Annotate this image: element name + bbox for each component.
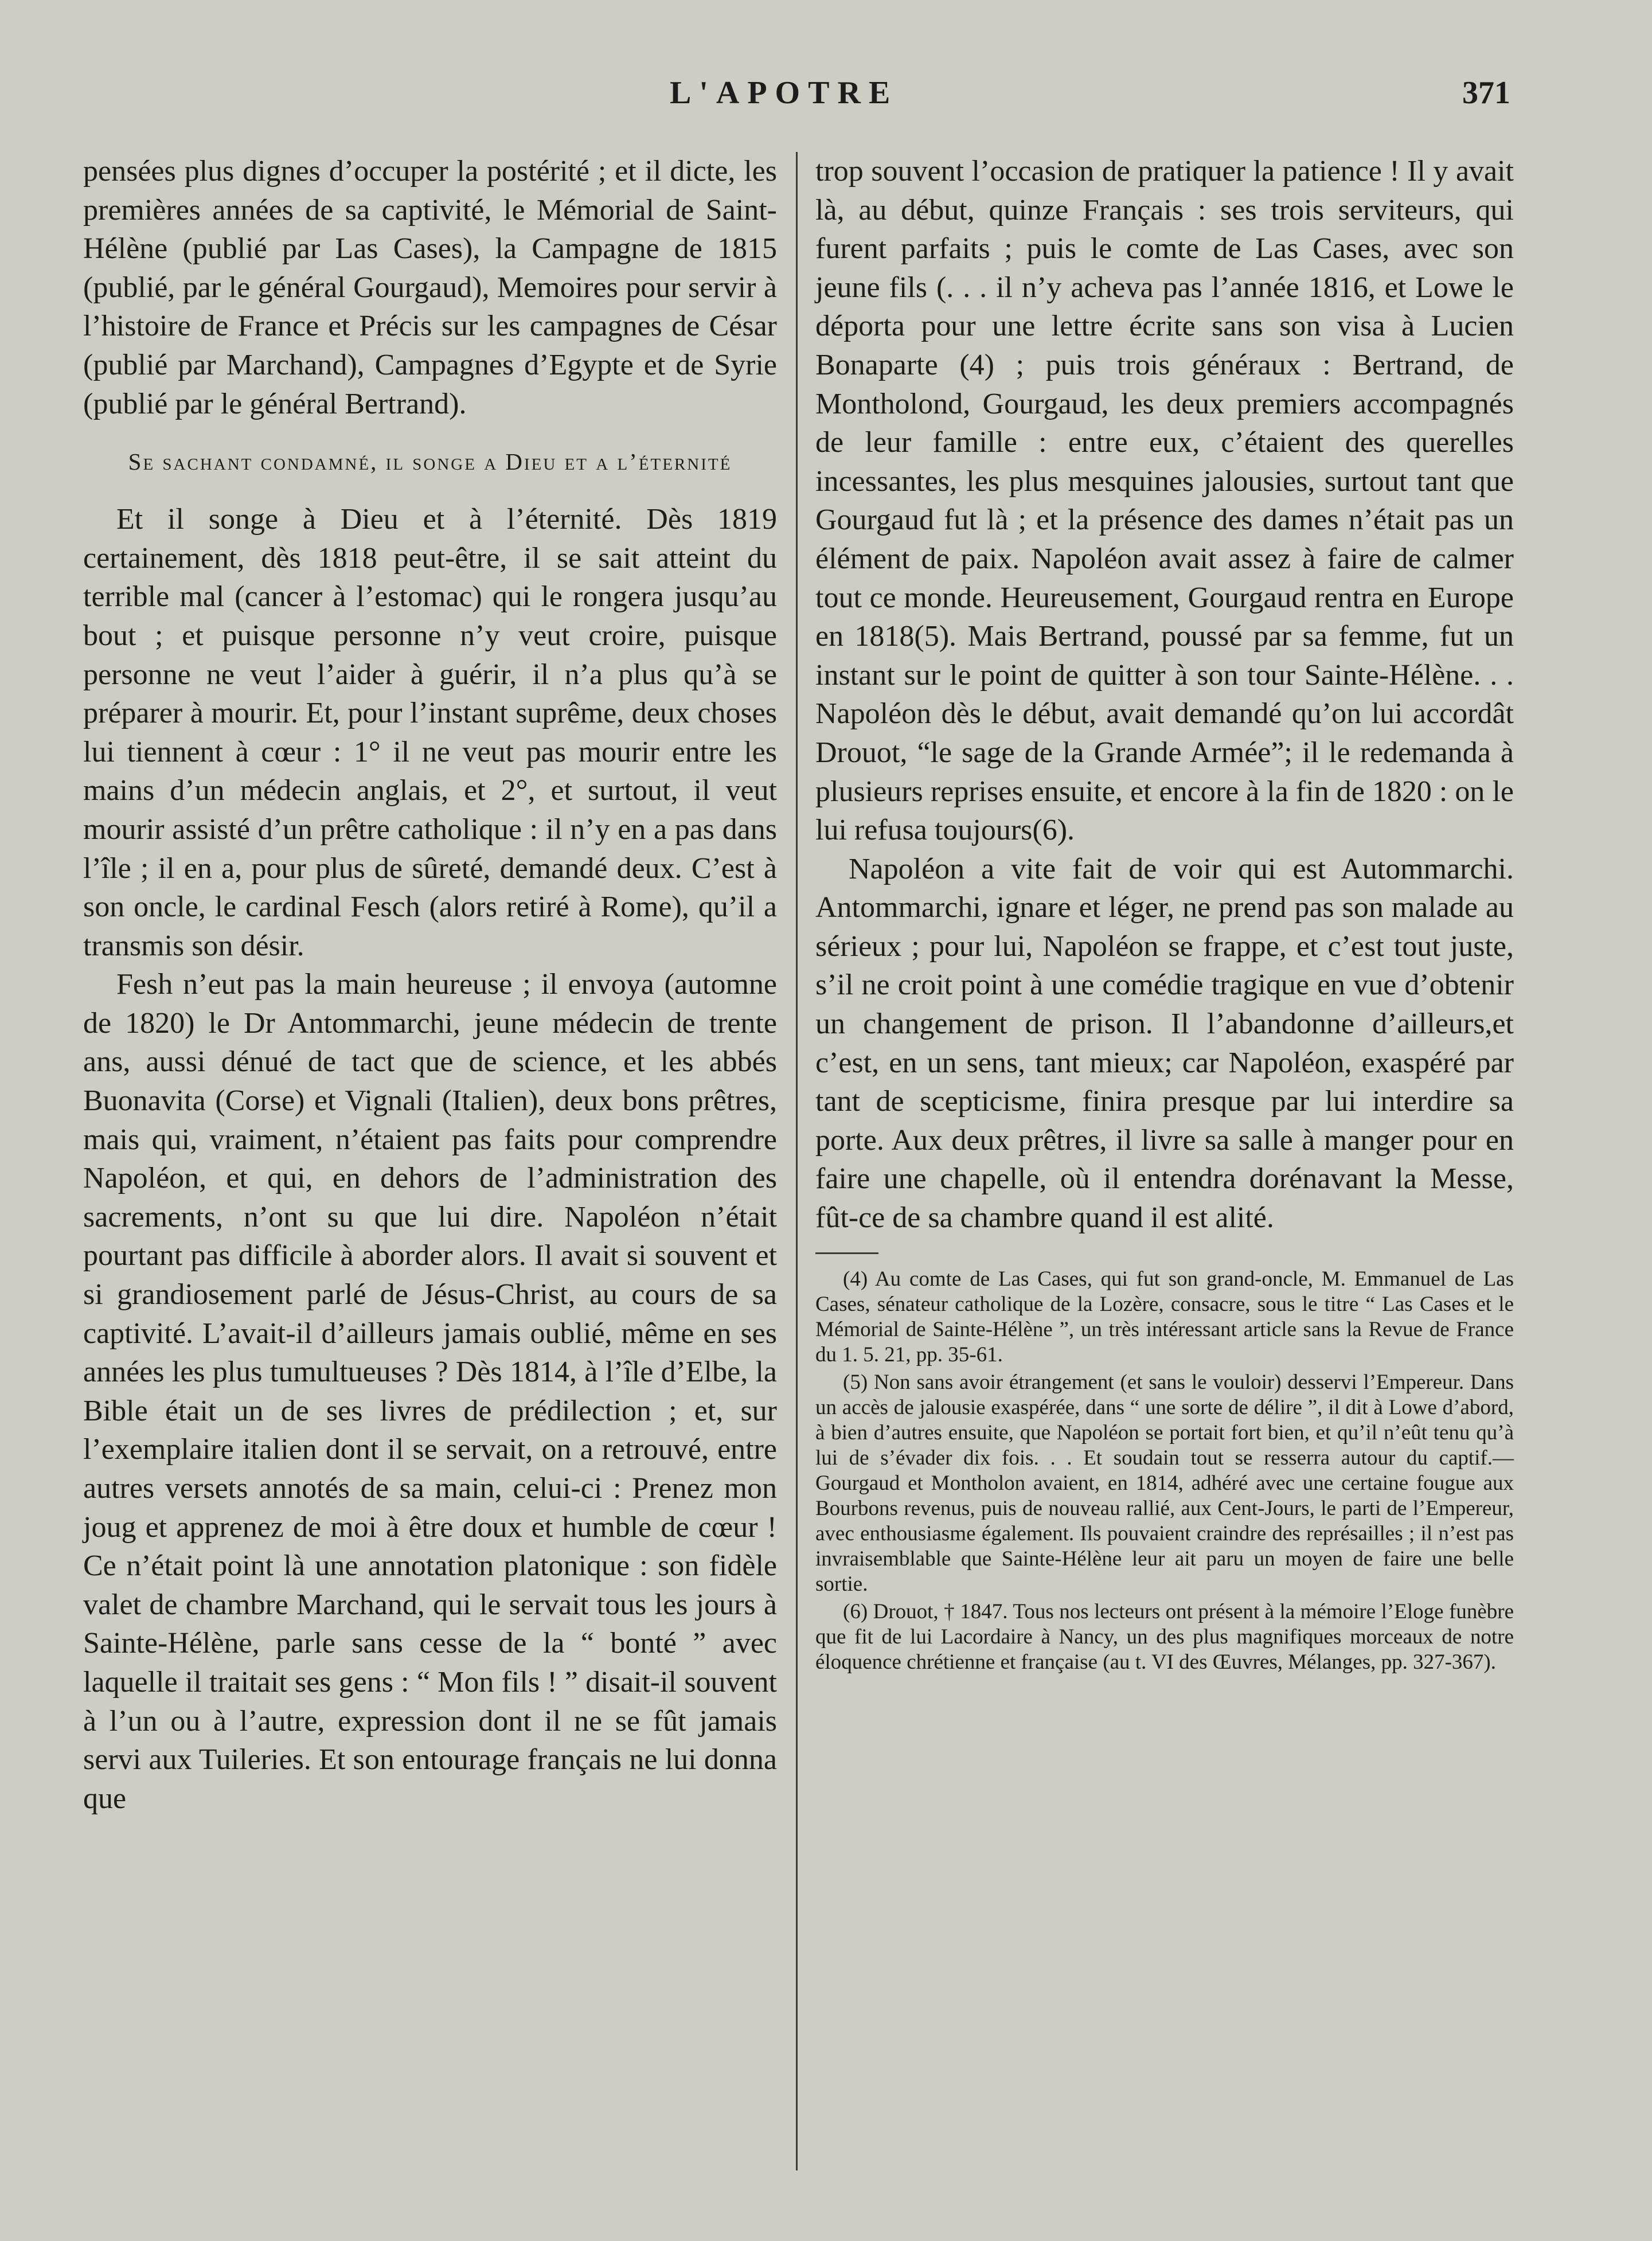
footnote-4: (4) Au comte de Las Cases, qui fut son grand-oncle, M. Emmanuel de Las Cases, sénateur catholique de la Lozère, consacre, sous le titre “ Las Cases et le Mémorial de Sainte-Hélène ”, un très intéressant article sans la Revue de France du 1. 5. 21, pp. 35-61. [815,1267,1514,1367]
footnotes [815,1267,1514,1675]
right-column [815,152,1514,1677]
right-paragraph-1: trop souvent l’occasion de pratiquer la patience ! Il y avait là, au début, quinze Français : ses trois serviteurs, qui furent parfaits ; puis le comte de Las Cases, avec son jeune fils (. . . il n’y acheva pas l’année 1816, et Lowe le déporta pour une lettre écrite sans son visa à Lucien Bonaparte (4) ; puis trois généraux : Bertrand, de Montholond, Gourgaud, les deux premiers accompagnés de leur famille : entre eux, c’étaient des querelles incessantes, les plus mesquines jalousies, surtout tant que Gourgaud fut là ; et la présence des dames n’était pas un élément de paix. Napoléon avait assez à faire de calmer tout ce monde. Heureusement, Gourgaud rentra en Europe en 1818(5). Mais Bertrand, poussé par sa femme, fut un instant sur le point de quitter à son tour Sainte-Hélène. . . Napoléon dès le début, avait demandé qu’on lui accordât Drouot, “le sage de la Grande Armée”; il le redemanda à plusieurs reprises ensuite, et encore à la fin de 1820 : on le lui refusa toujours(6). [815,155,1514,847]
running-head: L'APOTRE [670,75,899,111]
right-paragraph-2: Napoléon a vite fait de voir qui est Autommarchi. Antommarchi, ignare et léger, ne prend pas son malade au sérieux ; pour lui, Napoléon se frappe, et c’est tout juste, s’il ne croit point à une comédie tragique en vue d’obtenir un changement de prison. Il l’abandonne d’ailleurs,et c’est, en un sens, tant mieux; car Napoléon, exaspéré par tant de scepticisme, finira presque par lui interdire sa porte. Aux deux prêtres, il livre sa salle à manger pour en faire une chapelle, où il entendra dorénavant la Messe, fût-ce de sa chambre quand il est alité. [815,852,1514,1235]
footnote-5: (5) Non sans avoir étrangement (et sans le vouloir) desservi l’Empereur. Dans un accès de jalousie exaspérée, dans “ une sorte de délire ”, il dit à Lowe d’abord, à bien d’autres ensuite, que Napoléon se portait fort bien, et qu’il n’eût tenu qu’à lui de s’évader dix fois. . . Et soudain tout se resserra autour du captif.— Gourgaud et Montholon avaient, en 1814, adhéré avec une certaine fougue aux Bourbons revenus, puis de nouveau rallié, aux Cent-Jours, le parti de l’Empereur, avec enthousiasme également. Ils pouvaient craindre des représailles ; il n’est pas invraisemblable que Sainte-Hélène leur ait paru un moyen de faire une belle sortie. [815,1370,1514,1596]
left-paragraph-3: Fesh n’eut pas la main heureuse ; il envoya (automne de 1820) le Dr Antommarchi, jeune médecin de trente ans, aussi dénué de tact que de science, et les abbés Buonavita (Corse) et Vignali (Italien), deux bons prêtres, mais qui, vraiment, n’étaient pas faits pour comprendre Napoléon, et qui, en dehors de l’administration des sacrements, n’ont su que lui dire. Napoléon n’était pourtant pas difficile à aborder alors. Il avait si souvent et si grandiosement parlé de Jésus-Christ, au cours de sa captivité. L’avait-il d’ailleurs jamais oublié, même en ses années les plus tumultueuses ? Dès 1814, à l’île d’Elbe, la Bible était un de ses livres de prédilection ; et, sur l’exemplaire italien dont il se servait, on a retrouvé, entre autres versets annotés de sa main, celui-ci : Prenez mon joug et apprenez de moi à être doux et humble de cœur ! Ce n’était point là une annotation platonique : son fidèle valet de chambre Marchand, qui le servait tous les jours à Sainte-Hélène, parle sans cesse de la “ bonté ” avec laquelle il traitait ses gens : “ Mon fils ! ” disait-il souvent à l’un ou à l’autre, expression dont il ne se fût jamais servi aux Tuileries. Et son entourage français ne lui donna que [83,968,777,1815]
column-rule [796,152,798,2170]
footnote-divider [815,1252,878,1254]
page-number: 371 [1462,75,1510,111]
left-paragraph-1: pensées plus dignes d’occuper la postérité ; et il dicte, les premières années de sa captivité, le Mémorial de Saint-Hélène (publié par Las Cases), la Campagne de 1815 (publié, par le général Gourgaud), Memoires pour servir à l’histoire de France et Précis sur les campagnes de César (publié par Marchand), Campagnes d’Egypte et de Syrie (publié par le général Bertrand). [83,155,777,420]
left-column [83,152,777,1818]
section-subheading: Se sachant condamné, il songe a Dieu et a l’éternité [128,448,732,475]
footnote-6: (6) Drouot, † 1847. Tous nos lecteurs ont présent à la mémoire l’Eloge funèbre que fit de lui Lacordaire à Nancy, un des plus magnifiques morceaux de notre éloquence chrétienne et française (au t. VI des Œuvres, Mélanges, pp. 327-367). [815,1599,1514,1674]
left-paragraph-2: Et il songe à Dieu et à l’éternité. Dès 1819 certainement, dès 1818 peut-être, il se sait atteint du terrible mal (cancer à l’estomac) qui le rongera jusqu’au bout ; et puisque personne n’y veut croire, puisque personne ne veut l’aider à guérir, il n’a plus qu’à se préparer à mourir. Et, pour l’instant suprême, deux choses lui tiennent à cœur : 1° il ne veut pas mourir entre les mains d’un médecin anglais, et 2°, et surtout, il veut mourir assisté d’un prêtre catholique : il n’y en a pas dans l’île ; il en a, pour plus de sûreté, demandé deux. C’est à son oncle, le cardinal Fesch (alors retiré à Rome), qu’il a transmis son désir. [83,503,777,962]
